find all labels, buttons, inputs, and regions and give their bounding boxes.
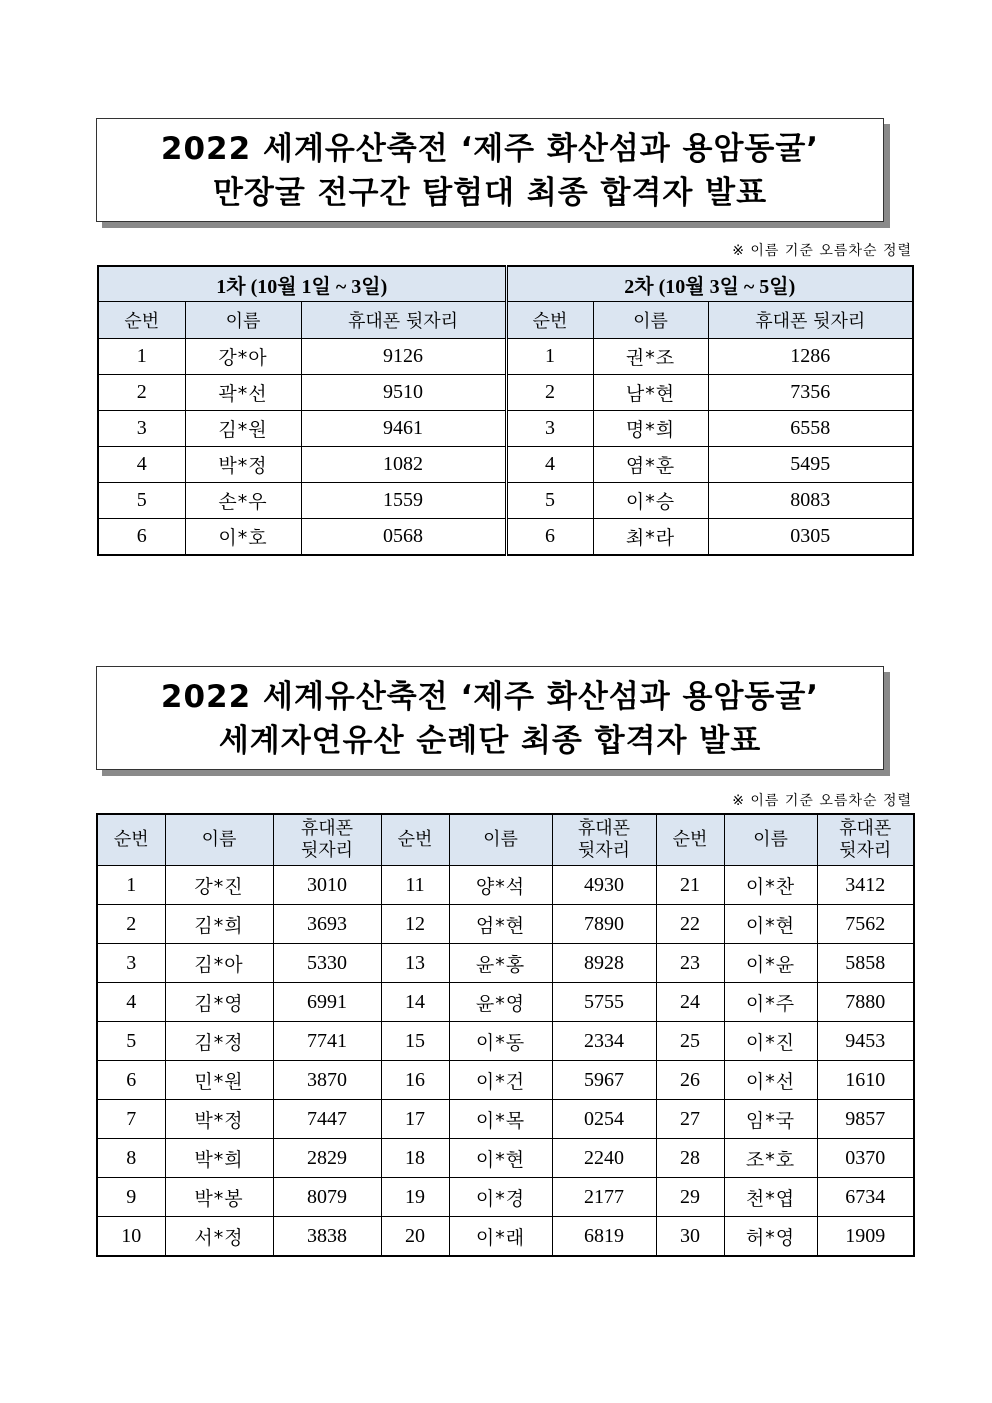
section2-results-table bbox=[96, 813, 915, 1257]
name-cell: 손*우 bbox=[185, 483, 301, 519]
phone-cell: 6558 bbox=[708, 411, 913, 447]
name-cell: 이*현 bbox=[724, 905, 817, 944]
phone-cell: 9126 bbox=[301, 339, 506, 375]
phone-cell: 1610 bbox=[817, 1061, 914, 1100]
phone-cell: 9461 bbox=[301, 411, 506, 447]
table-row bbox=[98, 375, 913, 411]
rank-cell: 4 bbox=[97, 983, 165, 1022]
group2-col-name: 이름 bbox=[593, 302, 708, 339]
name-cell: 이*주 bbox=[724, 983, 817, 1022]
col-name-header: 이름 bbox=[724, 814, 817, 866]
name-cell: 윤*홍 bbox=[449, 944, 552, 983]
phone-cell: 5858 bbox=[817, 944, 914, 983]
table-row bbox=[98, 519, 913, 556]
table-row bbox=[97, 866, 914, 905]
rank-cell: 1 bbox=[97, 866, 165, 905]
col-phone-header-line1: 휴대폰 bbox=[839, 818, 892, 839]
name-cell: 김*원 bbox=[185, 411, 301, 447]
phone-cell: 3838 bbox=[273, 1217, 381, 1257]
col-no-header: 순번 bbox=[381, 814, 449, 866]
phone-cell: 0370 bbox=[817, 1139, 914, 1178]
name-cell: 이*윤 bbox=[724, 944, 817, 983]
name-cell: 이*승 bbox=[593, 483, 708, 519]
table-row bbox=[97, 1217, 914, 1257]
rank-cell: 8 bbox=[97, 1139, 165, 1178]
group1-title: 1차 (10월 1일 ~ 3일) bbox=[98, 266, 506, 302]
table-row bbox=[97, 905, 914, 944]
col-phone-header-line2: 뒷자리 bbox=[839, 840, 892, 861]
name-cell: 명*희 bbox=[593, 411, 708, 447]
col-name-header: 이름 bbox=[165, 814, 273, 866]
rank-cell: 14 bbox=[381, 983, 449, 1022]
section1-title-line1: 2022 세계유산축전 ‘제주 화산섬과 용암동굴’ bbox=[160, 131, 820, 167]
name-cell: 박*봉 bbox=[165, 1178, 273, 1217]
rank-cell: 3 bbox=[506, 411, 593, 447]
phone-cell: 7741 bbox=[273, 1022, 381, 1061]
table-row bbox=[97, 1139, 914, 1178]
name-cell: 권*조 bbox=[593, 339, 708, 375]
name-cell: 이*찬 bbox=[724, 866, 817, 905]
table-row bbox=[98, 411, 913, 447]
name-cell: 이*선 bbox=[724, 1061, 817, 1100]
phone-cell: 3412 bbox=[817, 866, 914, 905]
rank-cell: 2 bbox=[97, 905, 165, 944]
name-cell: 김*정 bbox=[165, 1022, 273, 1061]
section2-title-box bbox=[96, 666, 884, 770]
rank-cell: 1 bbox=[98, 339, 185, 375]
name-cell: 강*진 bbox=[165, 866, 273, 905]
table-row bbox=[98, 483, 913, 519]
name-cell: 이*경 bbox=[449, 1178, 552, 1217]
phone-cell: 7890 bbox=[552, 905, 656, 944]
phone-cell: 0568 bbox=[301, 519, 506, 556]
phone-cell: 8083 bbox=[708, 483, 913, 519]
phone-cell: 2177 bbox=[552, 1178, 656, 1217]
rank-cell: 20 bbox=[381, 1217, 449, 1257]
name-cell: 곽*선 bbox=[185, 375, 301, 411]
rank-cell: 5 bbox=[98, 483, 185, 519]
name-cell: 이*진 bbox=[724, 1022, 817, 1061]
col-phone-header-line2: 뒷자리 bbox=[577, 840, 631, 861]
section1-sort-note: ※ 이름 기준 오름차순 정렬 bbox=[732, 243, 912, 259]
section2-sort-note: ※ 이름 기준 오름차순 정렬 bbox=[732, 793, 912, 809]
group1-col-no: 순번 bbox=[98, 302, 185, 339]
name-cell: 임*국 bbox=[724, 1100, 817, 1139]
name-cell: 이*현 bbox=[449, 1139, 552, 1178]
name-cell: 서*정 bbox=[165, 1217, 273, 1257]
col-no-header: 순번 bbox=[656, 814, 724, 866]
phone-cell: 6819 bbox=[552, 1217, 656, 1257]
rank-cell: 2 bbox=[98, 375, 185, 411]
name-cell: 박*정 bbox=[165, 1100, 273, 1139]
section2-title-line2: 세계자연유산 순례단 최종 합격자 발표 bbox=[218, 723, 762, 759]
section2-title-line1: 2022 세계유산축전 ‘제주 화산섬과 용암동굴’ bbox=[160, 679, 820, 715]
phone-cell: 1082 bbox=[301, 447, 506, 483]
rank-cell: 11 bbox=[381, 866, 449, 905]
rank-cell: 25 bbox=[656, 1022, 724, 1061]
rank-cell: 27 bbox=[656, 1100, 724, 1139]
name-cell: 김*아 bbox=[165, 944, 273, 983]
phone-cell: 8079 bbox=[273, 1178, 381, 1217]
name-cell: 이*동 bbox=[449, 1022, 552, 1061]
rank-cell: 6 bbox=[97, 1061, 165, 1100]
group1-col-name: 이름 bbox=[185, 302, 301, 339]
phone-cell: 2829 bbox=[273, 1139, 381, 1178]
name-cell: 이*건 bbox=[449, 1061, 552, 1100]
phone-cell: 2240 bbox=[552, 1139, 656, 1178]
rank-cell: 18 bbox=[381, 1139, 449, 1178]
phone-cell: 4930 bbox=[552, 866, 656, 905]
rank-cell: 26 bbox=[656, 1061, 724, 1100]
rank-cell: 19 bbox=[381, 1178, 449, 1217]
phone-cell: 1909 bbox=[817, 1217, 914, 1257]
table-row bbox=[97, 1061, 914, 1100]
table-row bbox=[97, 983, 914, 1022]
rank-cell: 6 bbox=[98, 519, 185, 556]
phone-cell: 5755 bbox=[552, 983, 656, 1022]
name-cell: 허*영 bbox=[724, 1217, 817, 1257]
phone-cell: 9510 bbox=[301, 375, 506, 411]
name-cell: 천*엽 bbox=[724, 1178, 817, 1217]
rank-cell: 24 bbox=[656, 983, 724, 1022]
name-cell: 강*아 bbox=[185, 339, 301, 375]
col-phone-header bbox=[817, 814, 914, 866]
name-cell: 조*호 bbox=[724, 1139, 817, 1178]
col-no-header: 순번 bbox=[97, 814, 165, 866]
name-cell: 이*목 bbox=[449, 1100, 552, 1139]
table-row bbox=[98, 447, 913, 483]
rank-cell: 13 bbox=[381, 944, 449, 983]
phone-cell: 1559 bbox=[301, 483, 506, 519]
rank-cell: 15 bbox=[381, 1022, 449, 1061]
col-phone-header-line2: 뒷자리 bbox=[300, 840, 354, 861]
rank-cell: 4 bbox=[98, 447, 185, 483]
col-phone-header bbox=[552, 814, 656, 866]
phone-cell: 1286 bbox=[708, 339, 913, 375]
rank-cell: 1 bbox=[506, 339, 593, 375]
table-row bbox=[97, 1022, 914, 1061]
section1-title-line2: 만장굴 전구간 탐험대 최종 합격자 발표 bbox=[212, 175, 768, 211]
rank-cell: 29 bbox=[656, 1178, 724, 1217]
rank-cell: 6 bbox=[506, 519, 593, 556]
name-cell: 이*래 bbox=[449, 1217, 552, 1257]
name-cell: 남*현 bbox=[593, 375, 708, 411]
name-cell: 박*희 bbox=[165, 1139, 273, 1178]
rank-cell: 9 bbox=[97, 1178, 165, 1217]
rank-cell: 28 bbox=[656, 1139, 724, 1178]
rank-cell: 3 bbox=[97, 944, 165, 983]
rank-cell: 10 bbox=[97, 1217, 165, 1257]
phone-cell: 7356 bbox=[708, 375, 913, 411]
phone-cell: 5967 bbox=[552, 1061, 656, 1100]
name-cell: 윤*영 bbox=[449, 983, 552, 1022]
rank-cell: 2 bbox=[506, 375, 593, 411]
rank-cell: 17 bbox=[381, 1100, 449, 1139]
rank-cell: 23 bbox=[656, 944, 724, 983]
phone-cell: 0254 bbox=[552, 1100, 656, 1139]
phone-cell: 3010 bbox=[273, 866, 381, 905]
phone-cell: 8928 bbox=[552, 944, 656, 983]
rank-cell: 7 bbox=[97, 1100, 165, 1139]
section1-results-table bbox=[97, 265, 914, 556]
col-phone-header-line1: 휴대폰 bbox=[577, 818, 631, 839]
rank-cell: 5 bbox=[97, 1022, 165, 1061]
phone-cell: 7562 bbox=[817, 905, 914, 944]
phone-cell: 3870 bbox=[273, 1061, 381, 1100]
phone-cell: 3693 bbox=[273, 905, 381, 944]
name-cell: 김*영 bbox=[165, 983, 273, 1022]
col-phone-header-line1: 휴대폰 bbox=[300, 818, 354, 839]
rank-cell: 30 bbox=[656, 1217, 724, 1257]
group2-title: 2차 (10월 3일 ~ 5일) bbox=[506, 266, 913, 302]
col-name-header: 이름 bbox=[449, 814, 552, 866]
phone-cell: 5330 bbox=[273, 944, 381, 983]
phone-cell: 9453 bbox=[817, 1022, 914, 1061]
name-cell: 염*훈 bbox=[593, 447, 708, 483]
rank-cell: 16 bbox=[381, 1061, 449, 1100]
rank-cell: 5 bbox=[506, 483, 593, 519]
rank-cell: 22 bbox=[656, 905, 724, 944]
rank-cell: 12 bbox=[381, 905, 449, 944]
phone-cell: 0305 bbox=[708, 519, 913, 556]
rank-cell: 4 bbox=[506, 447, 593, 483]
name-cell: 민*원 bbox=[165, 1061, 273, 1100]
table-row bbox=[97, 944, 914, 983]
rank-cell: 3 bbox=[98, 411, 185, 447]
col-phone-header bbox=[273, 814, 381, 866]
group2-col-phone: 휴대폰 뒷자리 bbox=[708, 302, 913, 339]
rank-cell: 21 bbox=[656, 866, 724, 905]
section1-title-box bbox=[96, 118, 884, 222]
phone-cell: 6991 bbox=[273, 983, 381, 1022]
name-cell: 박*정 bbox=[185, 447, 301, 483]
table-row bbox=[98, 339, 913, 375]
phone-cell: 7880 bbox=[817, 983, 914, 1022]
phone-cell: 2334 bbox=[552, 1022, 656, 1061]
group2-col-no: 순번 bbox=[506, 302, 593, 339]
name-cell: 양*석 bbox=[449, 866, 552, 905]
phone-cell: 6734 bbox=[817, 1178, 914, 1217]
phone-cell: 7447 bbox=[273, 1100, 381, 1139]
name-cell: 이*호 bbox=[185, 519, 301, 556]
phone-cell: 9857 bbox=[817, 1100, 914, 1139]
table-row bbox=[97, 1100, 914, 1139]
group1-col-phone: 휴대폰 뒷자리 bbox=[301, 302, 506, 339]
name-cell: 최*라 bbox=[593, 519, 708, 556]
name-cell: 김*희 bbox=[165, 905, 273, 944]
name-cell: 엄*현 bbox=[449, 905, 552, 944]
table-row bbox=[97, 1178, 914, 1217]
phone-cell: 5495 bbox=[708, 447, 913, 483]
